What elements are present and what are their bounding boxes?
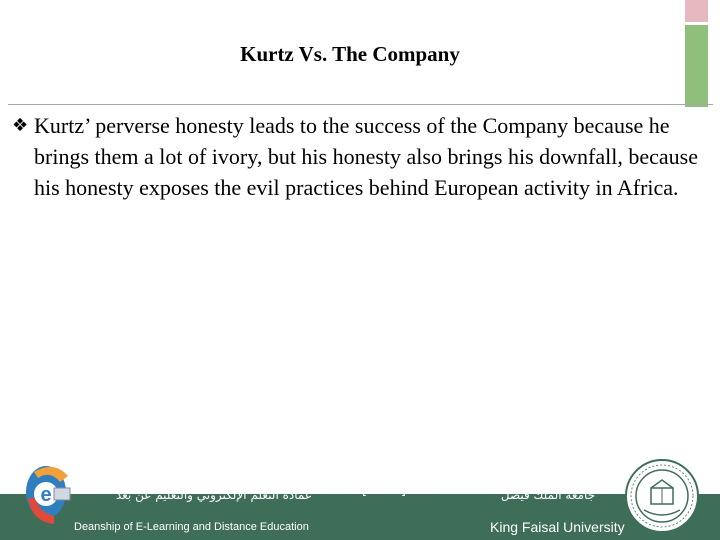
bullet-text: Kurtz’ perverse honesty leads to the success of the Company because he brings them a lot of ivory, but his honesty also brings his downfall, because his honesty exposes the evil practices behind European activity in Africa. [34,113,698,200]
slide-content [12,110,702,203]
svg-text:e: e [40,484,52,506]
university-seal-icon [624,458,700,534]
bullet-item [12,110,702,203]
university-english-name: King Faisal University [490,519,625,535]
page-number: 7 [375,480,384,496]
university-arabic-name: جامعة الملك فيصل [500,488,596,502]
diamond-bullet-icon: ❖ [12,115,29,136]
slide-title: Kurtz Vs. The Company [240,42,460,66]
title-divider [8,104,713,105]
e-learning-logo-icon [24,458,72,530]
page-number-indicator [362,480,412,496]
deanship-english-name: Deanship of E-Learning and Distance Education [74,521,309,533]
page-bracket-open: [ [362,480,366,496]
page-bracket-close: ] [402,480,406,496]
accent-bar-pink [685,0,708,22]
deanship-arabic-name: عمادة التعلم الإلكتروني والتعليم عن بعد [115,488,312,502]
